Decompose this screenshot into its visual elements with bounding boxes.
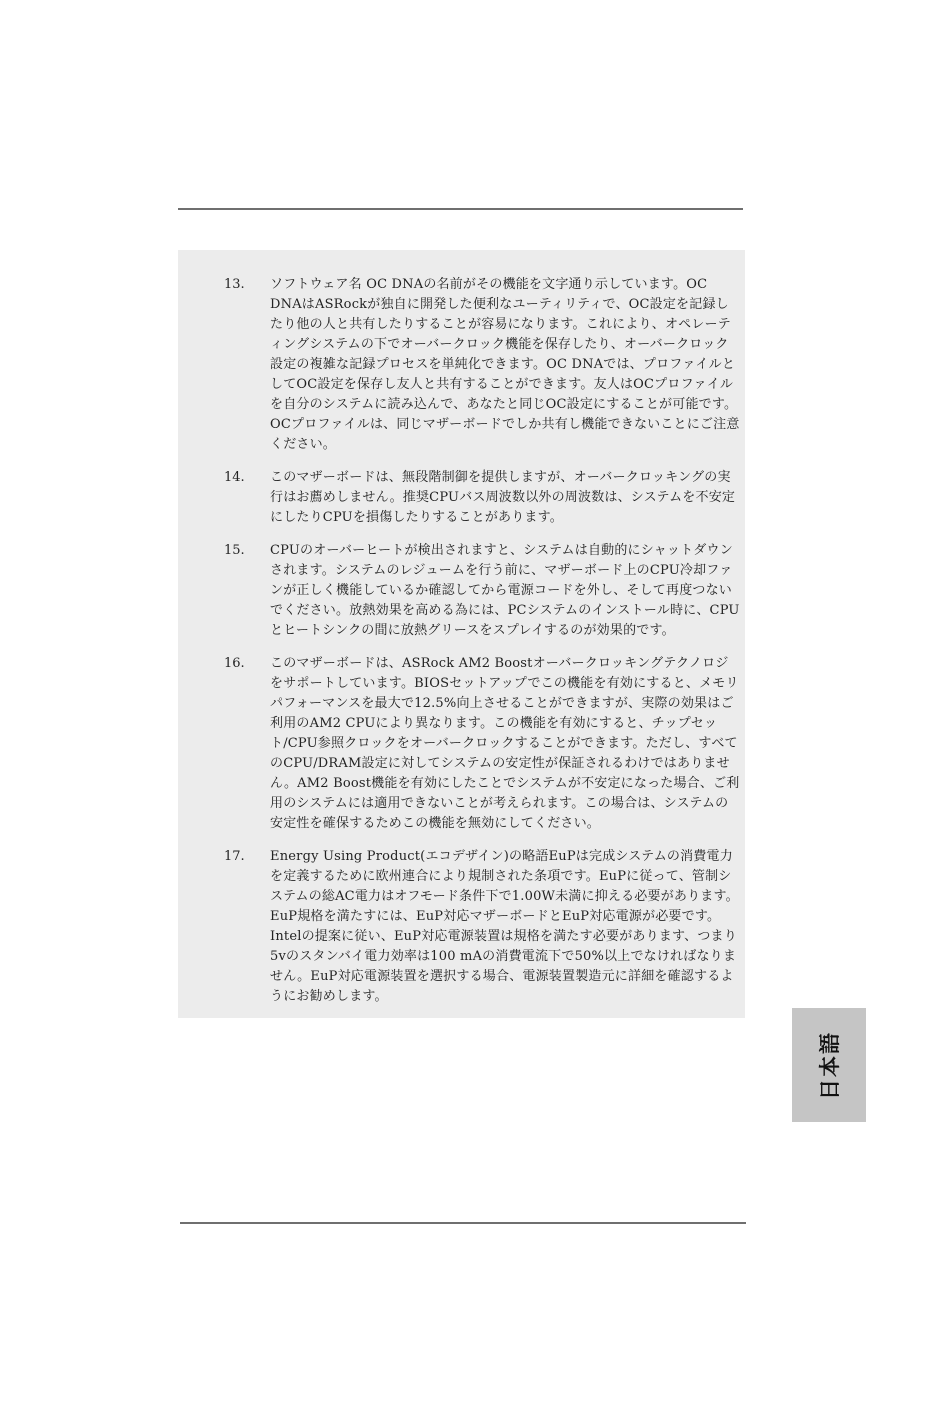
note-number: 13. <box>224 277 245 292</box>
language-tab-label: 日本語 <box>817 1030 842 1100</box>
language-side-tab <box>792 1008 866 1122</box>
note-item <box>178 541 745 641</box>
note-item <box>178 847 745 1007</box>
note-text: CPUのオーバーヒートが検出されますと、システムは自動的にシャットダウンされます。システムのレジュームを行う前に、マザーボード上のCPU冷却ファンが正しく機能しているか確認してから電源コードを外し、そして再度つないでください。放熱効果を高める為には、PCシステムのインストール時に、CPUとヒートシンクの間に放熱グリースをスプレイするのが効果的です。 <box>270 543 740 638</box>
note-item <box>178 468 745 528</box>
note-number: 14. <box>224 470 245 485</box>
note-text: このマザーボードは、無段階制御を提供しますが、オーバークロッキングの実行はお薦めしません。推奨CPUバス周波数以外の周波数は、システムを不安定にしたりCPUを損傷したりすることがあります。 <box>270 470 736 525</box>
note-text: ソフトウェア名 OC DNAの名前がその機能を文字通り示しています。OC DNAはASRockが独自に開発した便利なユーティリティで、OC設定を記録したり他の人と共有したりすることが容易になります。これにより、オペレーティングシステムの下でオーバークロック機能を保存したり、オーバークロック設定の複雑な記録プロセスを単純化できます。OC DNAでは、プロファイルとしてOC設定を保存し友人と共有することができます。友人はOCプロファイルを自分のシステムに読み込んで、あなたと同じOC設定にすることが可能です。OCプロファイルは、同じマザーボードでしか共有し機能できないことにご注意ください。 <box>270 277 740 452</box>
note-item <box>178 654 745 834</box>
note-text: Energy Using Product(エコデザイン)の略語EuPは完成システムの消費電力を定義するために欧州連合により規制された条項です。EuPに従って、管制システムの総AC電力はオフモード条件下で1.00W未満に抑える必要があります。EuP規格を満たすには、EuP対応マザーボードとEuP対応電源が必要です。Intelの提案に従い、EuP対応電源装置は規格を満たす必要があります、つまり5vのスタンバイ電力効率は100 mAの消費電流下で50%以上でなければなりません。EuP対応電源装置を選択する場合、電源装置製造元に詳細を確認するようにお勧めします。 <box>270 849 739 1004</box>
header-rule <box>178 208 743 210</box>
note-number: 17. <box>224 849 245 864</box>
note-number: 15. <box>224 543 245 558</box>
notes-list <box>178 262 745 1020</box>
note-text: このマザーボードは、ASRock AM2 Boostオーバークロッキングテクノロジをサポートしています。BIOSセットアップでこの機能を有効にすると、メモリパフォーマンスを最大で12.5%向上させることができますが、実際の効果はご利用のAM2 CPUにより異なります。この機能を有効にすると、チップセット/CPU参照クロックをオーバークロックすることができます。ただし、すべてのCPU/DRAM設定に対してシステムの安定性が保証されるわけではありません。AM2 Boost機能を有効にしたことでシステムが不安定になった場合、ご利用のシステムには適用できないことが考えられます。この場合は、システムの安定性を確保するためこの機能を無効にしてください。 <box>270 656 740 831</box>
footer-rule <box>180 1222 746 1224</box>
note-item <box>178 275 745 455</box>
notes-panel <box>178 250 745 1018</box>
note-number: 16. <box>224 656 245 671</box>
